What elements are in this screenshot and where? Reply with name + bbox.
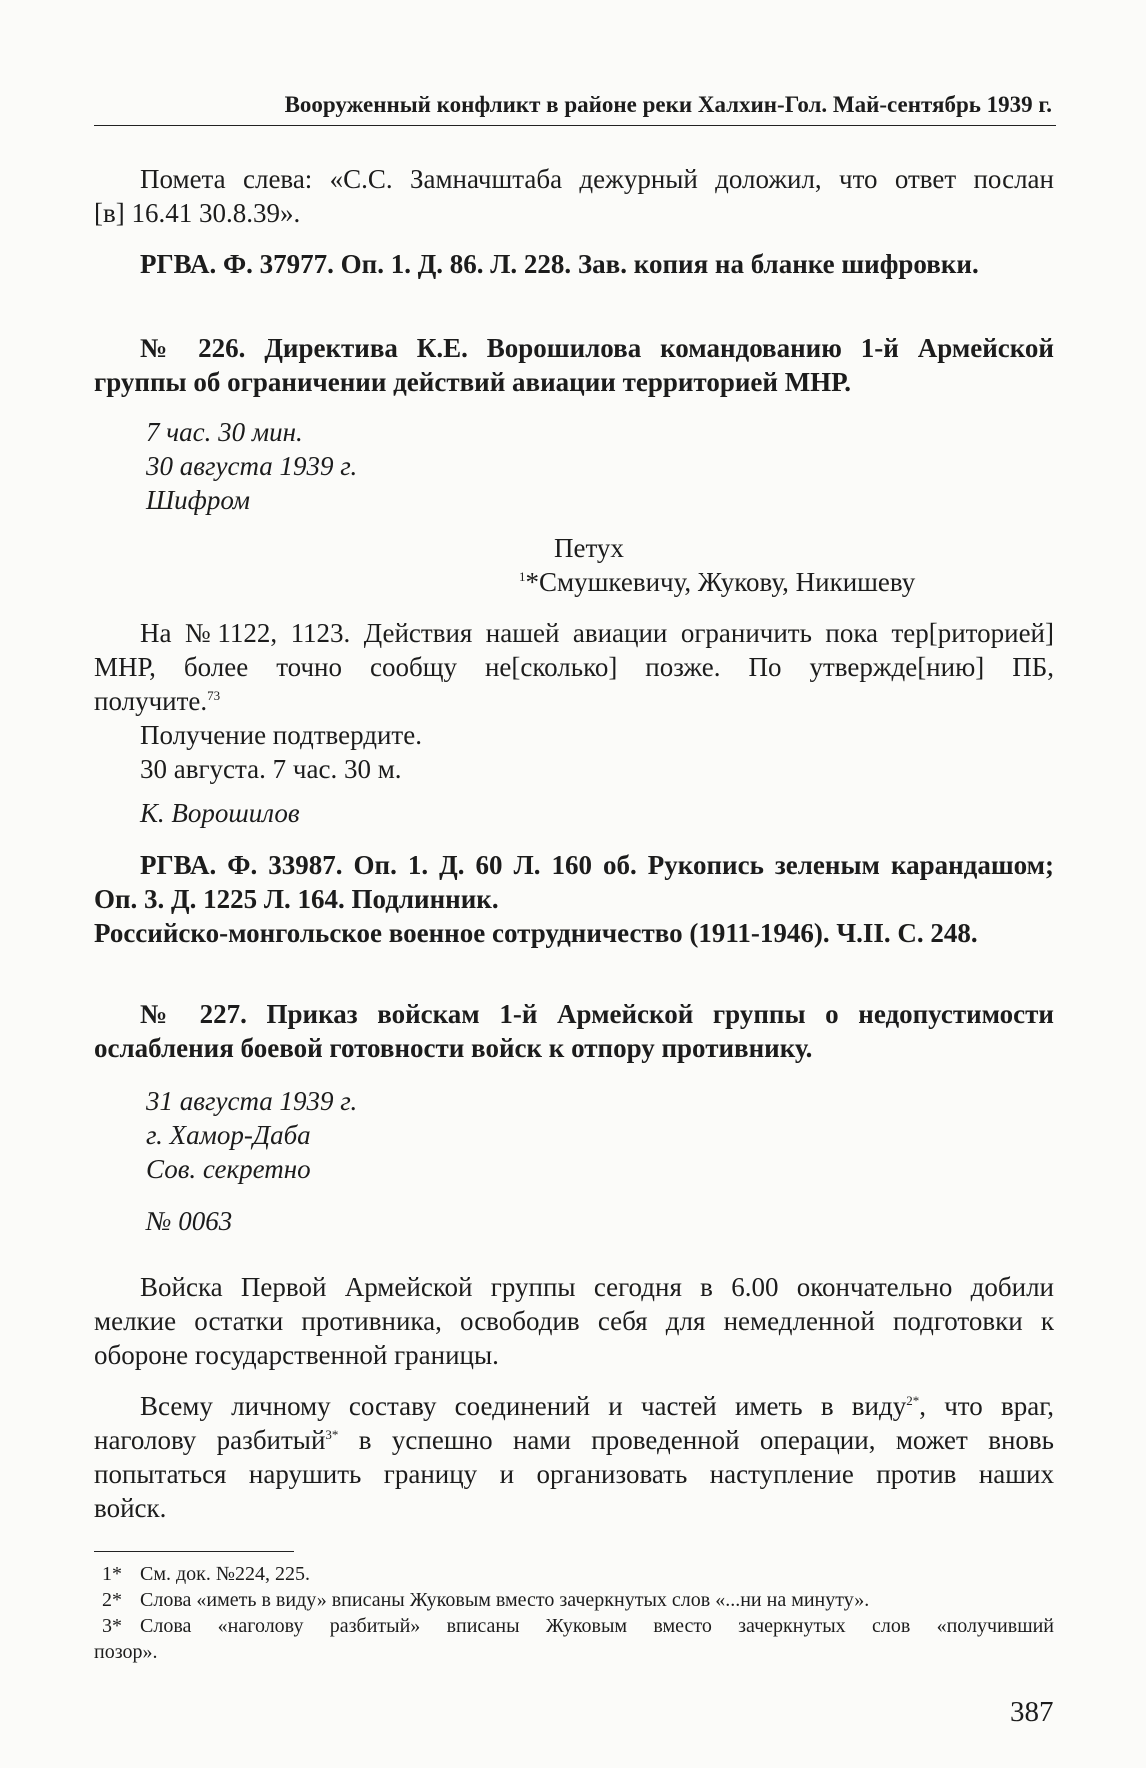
doc227-p2-1: Всему личному составу соединений и частей иметь в виду$^{2*}$, что враг,: [140, 1391, 1054, 1421]
footnote-2-mark: 2*: [102, 1589, 122, 1611]
doc226-time: 7 час. 30 мин.: [146, 417, 303, 447]
doc227-p1-3: обороне государственной границы.: [94, 1340, 499, 1370]
doc227-place: г. Хамор-Даба: [146, 1120, 311, 1150]
doc226-recipient-2: $^1$*Смушкевичу, Жукову, Никишеву: [519, 567, 916, 597]
doc226-source-2: Оп. 3. Д. 1225 Л. 164. Подлинник.: [94, 884, 499, 914]
footnote-ref-2: 2*: [906, 1393, 920, 1408]
doc227-number: № 0063: [146, 1206, 233, 1236]
doc226-source-3: Российско-монгольское военное сотрудничество (1911-1946). Ч.II. С. 248.: [94, 918, 978, 948]
doc227-date: 31 августа 1939 г.: [146, 1086, 358, 1116]
doc226-recipient-1: Петух: [554, 533, 624, 563]
doc227-p2-4: войск.: [94, 1493, 167, 1523]
doc227-p1-1: Войска Первой Армейской группы сегодня в 6.00 окончательно добили: [140, 1272, 1054, 1302]
footnote-3-text-cont: позор».: [94, 1641, 158, 1663]
doc226-date: 30 августа 1939 г.: [146, 451, 358, 481]
note-line-2: [в] 16.41 30.8.39».: [94, 198, 301, 228]
footnote-rule: [94, 1551, 294, 1552]
doc226-signature: К. Ворошилов: [140, 798, 300, 828]
doc227-classification: Сов. секретно: [146, 1154, 311, 1184]
footnote-2-text: Слова «иметь в виду» вписаны Жуковым вместо зачеркнутых слов «...ни на минуту».: [140, 1589, 870, 1611]
doc227-p2-2: наголову разбитый$^{3*}$ в успешно нами проведенной операции, может вновь: [94, 1425, 1054, 1455]
doc226-body-2: МНР, более точно сообщу не[сколько] позже. По утвержде[нию] ПБ,: [94, 652, 1054, 682]
doc226-body-3: получите.$^{73}$: [94, 686, 221, 716]
note-line-1: Помета слева: «С.С. Замначштаба дежурный доложил, что ответ послан: [140, 164, 1054, 194]
doc226-body-1: На №1122, 1123. Действия нашей авиации ограничить пока тер[риторией]: [140, 618, 1054, 648]
doc226-dateline: 30 августа. 7 час. 30 м.: [140, 754, 402, 784]
footnote-ref-73: 73: [207, 688, 221, 703]
doc227-p1-2: мелкие остатки противника, освободив себя для немедленной подготовки к: [94, 1306, 1054, 1336]
footnote-3-text: Слова «наголову разбитый» вписаны Жуковым вместо зачеркнутых слов «получивший: [140, 1615, 1054, 1637]
running-header: Вооруженный конфликт в районе реки Халхин-Гол. Май-сентябрь 1939 г.: [284, 92, 1052, 117]
doc226-title-1: № 226. Директива К.Е. Ворошилова командованию 1-й Армейской: [140, 333, 1054, 363]
doc226-method: Шифром: [146, 485, 251, 515]
doc226-source-1: РГВА. Ф. 33987. Оп. 1. Д. 60 Л. 160 об. Рукопись зеленым карандашом;: [140, 850, 1054, 880]
doc227-p2-3: попытаться нарушить границу и организовать наступление против наших: [94, 1459, 1054, 1489]
footnote-1-text: См. док. №224, 225.: [140, 1563, 310, 1585]
footnote-ref-3: 3*: [325, 1427, 339, 1442]
source-226-prev: РГВА. Ф. 37977. Оп. 1. Д. 86. Л. 228. Зав. копия на бланке шифровки.: [140, 249, 979, 279]
page-number: 387: [1010, 1696, 1054, 1728]
footnote-ref-1: 1: [519, 569, 526, 584]
header-rule: [94, 125, 1056, 126]
doc226-title-2: группы об ограничении действий авиации территорией МНР.: [94, 367, 852, 397]
doc227-title-1: № 227. Приказ войскам 1-й Армейской группы о недопустимости: [140, 999, 1054, 1029]
footnote-1-mark: 1*: [102, 1563, 122, 1585]
doc226-confirm: Получение подтвердите.: [140, 720, 422, 750]
footnote-3-mark: 3*: [102, 1615, 122, 1637]
doc227-title-2: ослабления боевой готовности войск к отпору противнику.: [94, 1033, 813, 1063]
